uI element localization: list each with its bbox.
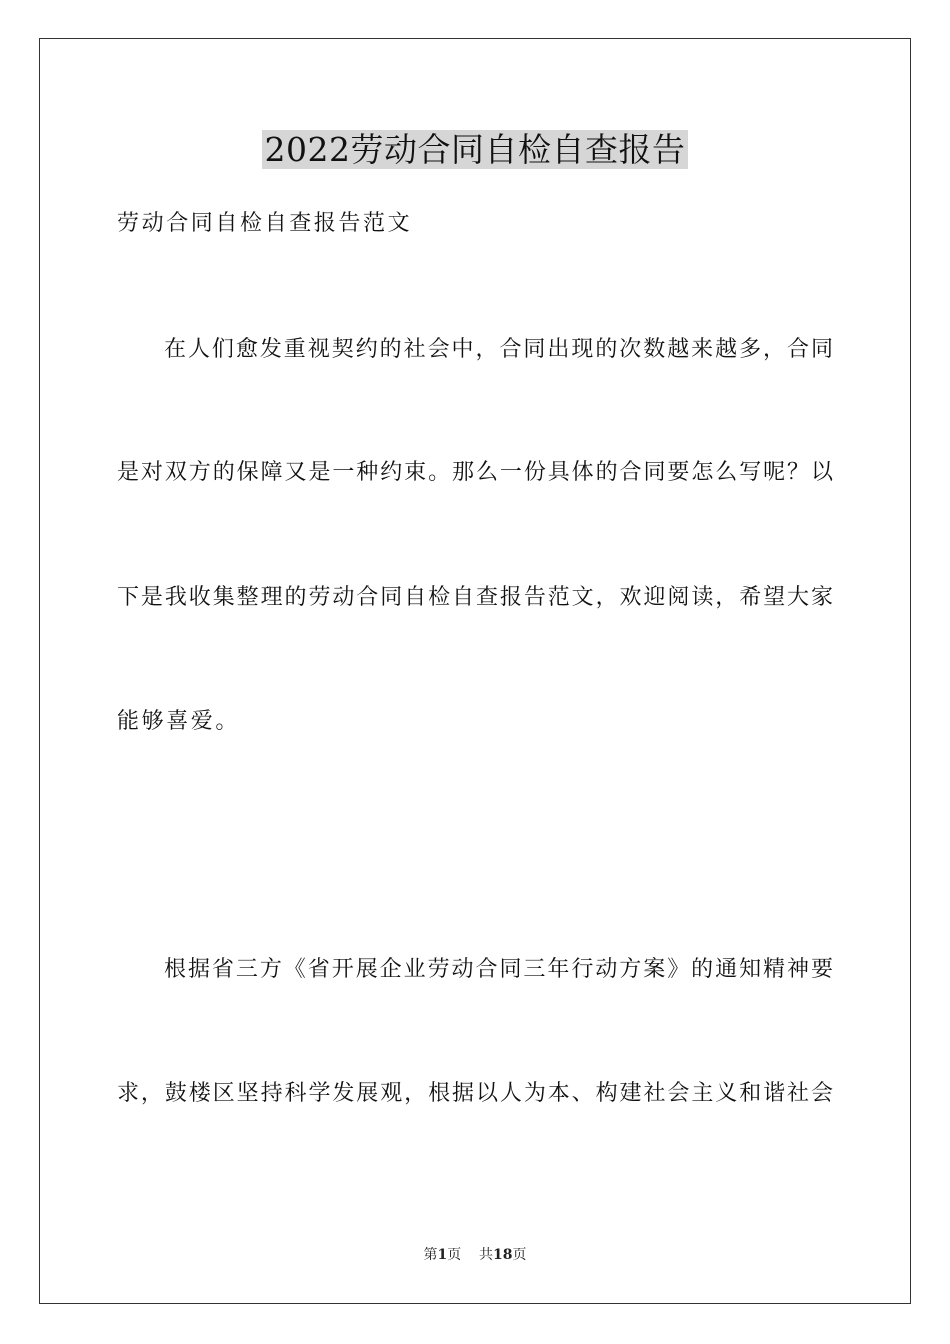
footer-page-suffix: 页 [447, 1247, 462, 1263]
paragraph-1-line-3: 下是我收集整理的劳动合同自检自查报告范文，欢迎阅读，希望大家 [117, 585, 833, 610]
document-title-text: 2022劳动合同自检自查报告 [262, 130, 689, 169]
footer-total-pages: 18 [493, 1247, 513, 1263]
footer-page-prefix: 第 [423, 1247, 438, 1263]
footer-page-number: 1 [437, 1247, 448, 1263]
paragraph-2-line-1: 根据省三方《省开展企业劳动合同三年行动方案》的通知精神要 [164, 957, 833, 982]
paragraph-1-line-1: 在人们愈发重视契约的社会中，合同出现的次数越来越多，合同 [164, 337, 833, 362]
footer-total-suffix: 页 [512, 1247, 527, 1263]
footer-total-prefix: 共 [479, 1247, 494, 1263]
page-footer [0, 1246, 950, 1264]
document-subtitle: 劳动合同自检自查报告范文 [117, 211, 413, 236]
paragraph-2-line-2: 求，鼓楼区坚持科学发展观，根据以人为本、构建社会主义和谐社会 [117, 1081, 833, 1106]
paragraph-1-line-2: 是对双方的保障又是一种约束。那么一份具体的合同要怎么写呢？以 [117, 460, 833, 485]
document-title [0, 128, 950, 172]
paragraph-1-line-4: 能够喜爱。 [117, 709, 241, 734]
